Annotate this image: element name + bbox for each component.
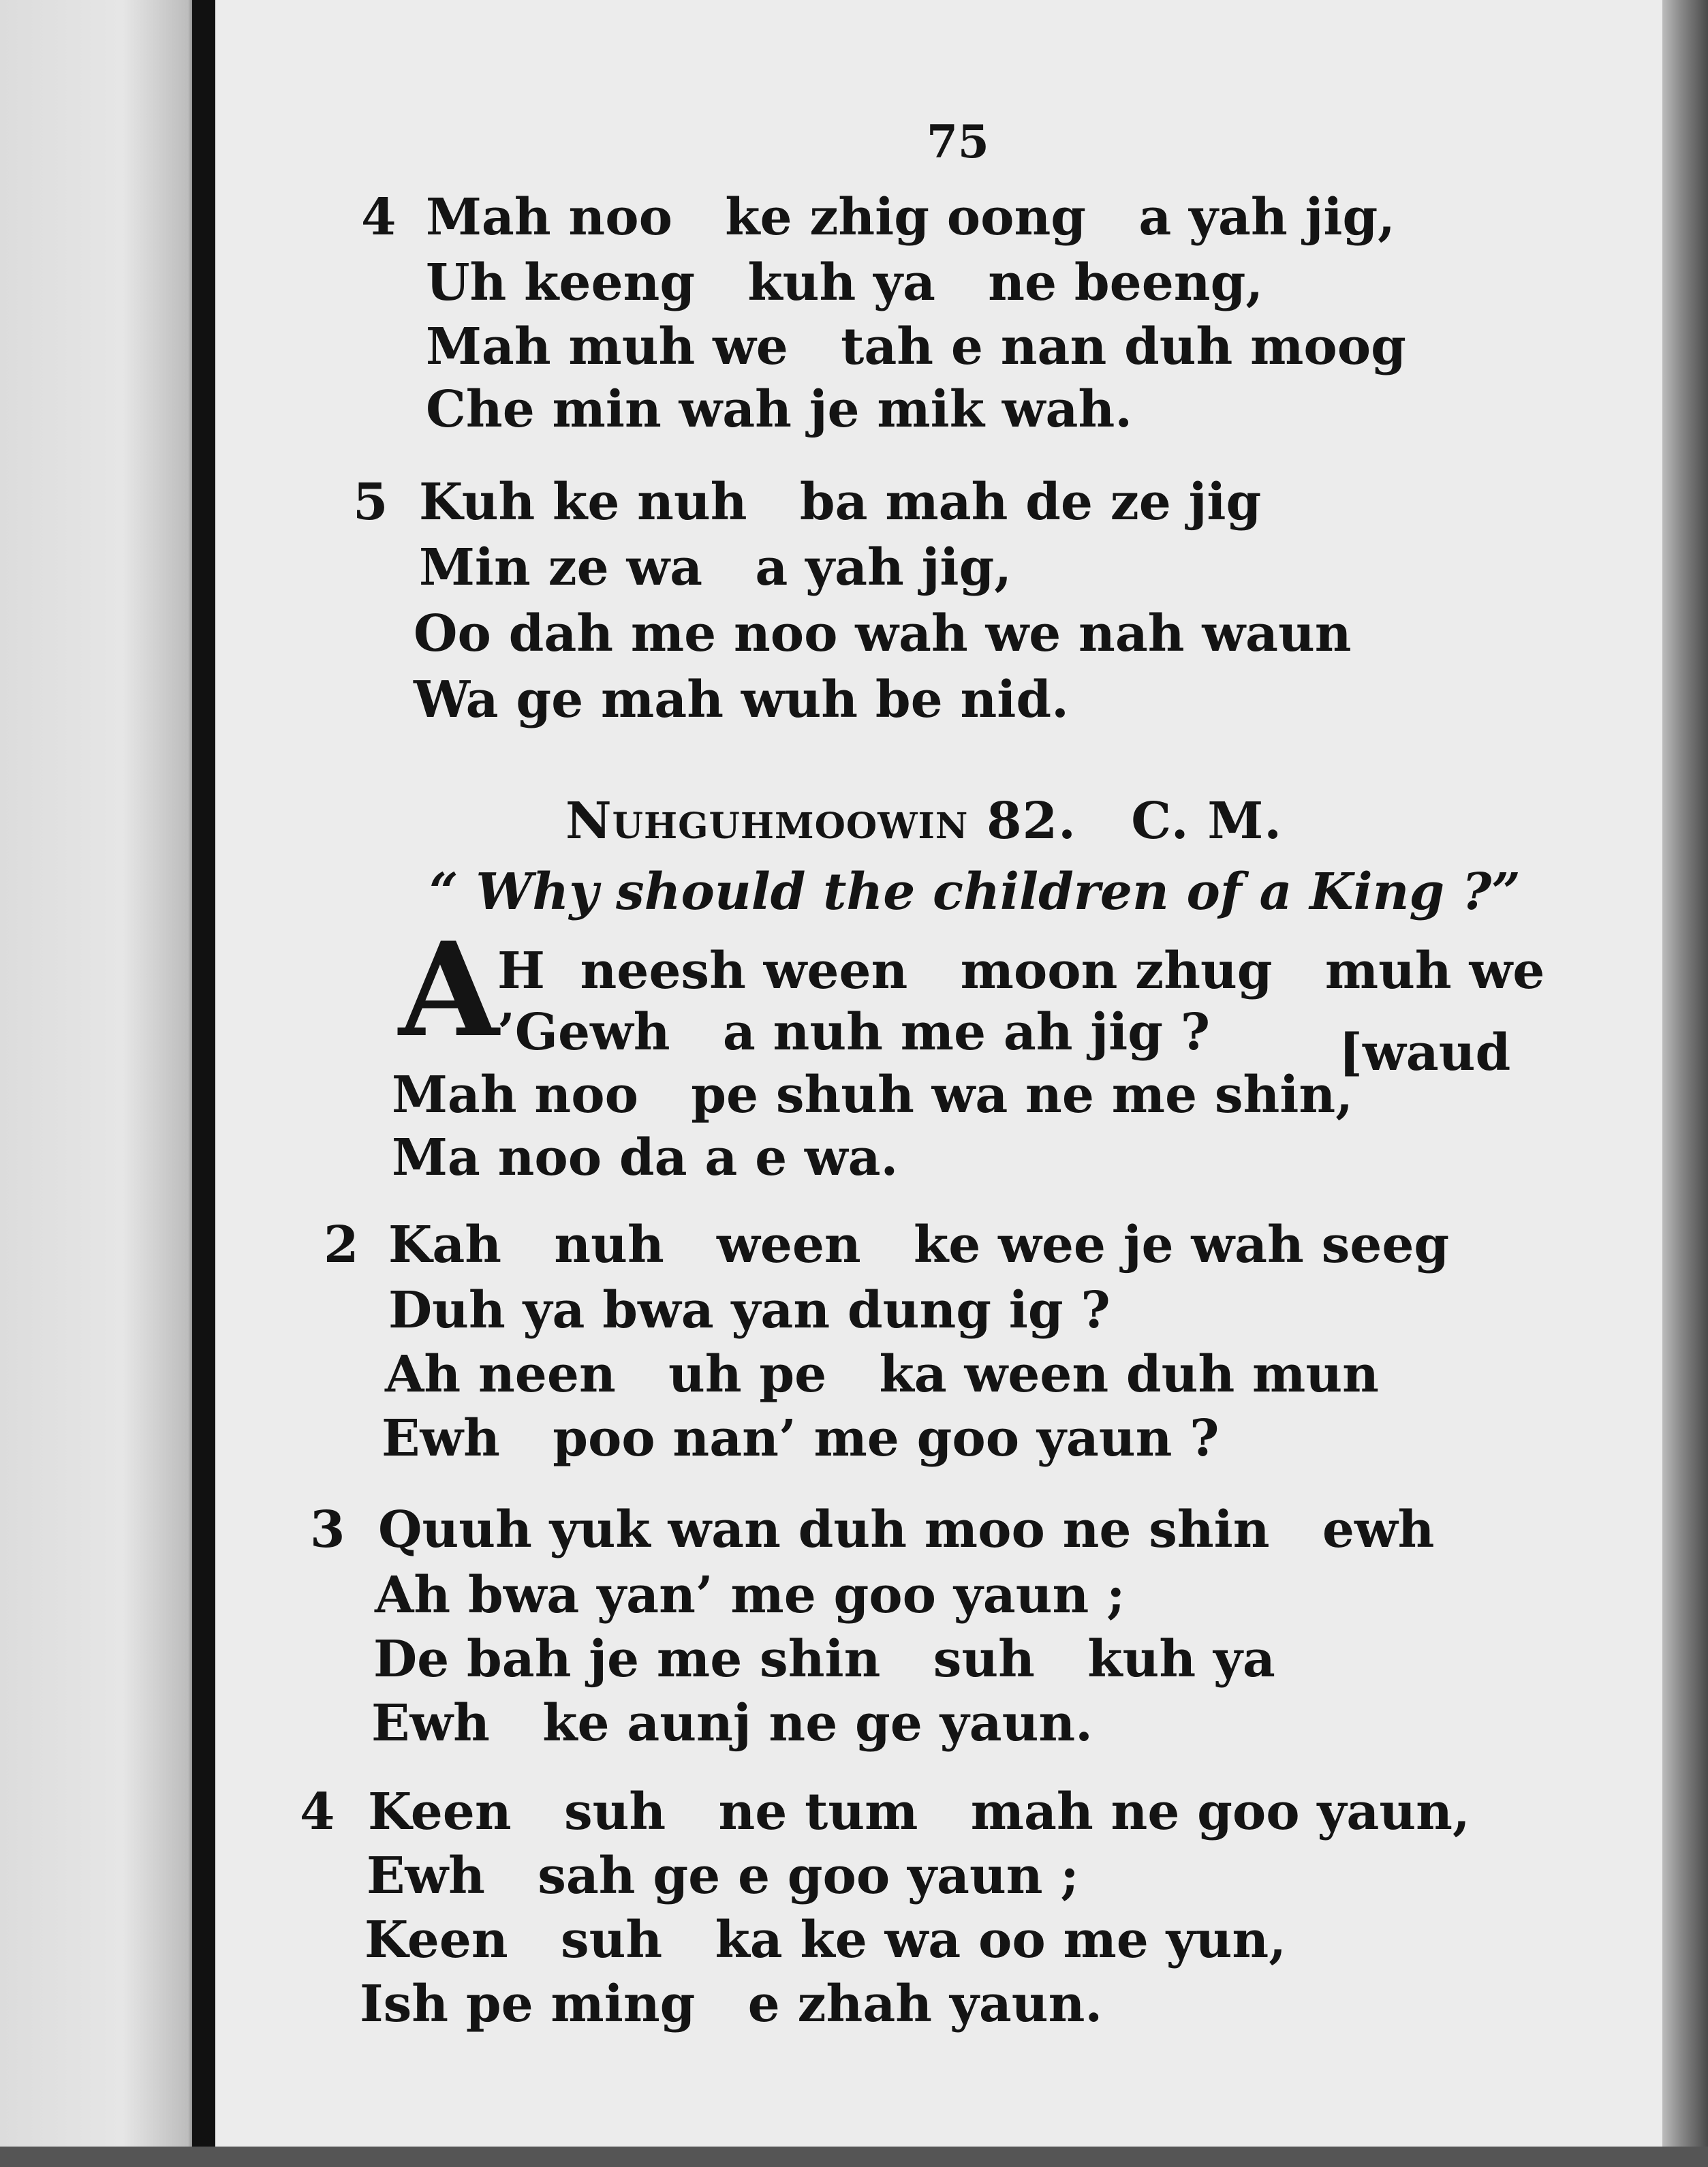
verse-line: Keen suh ne tum mah ne goo yaun, xyxy=(368,1783,1470,1841)
verse-line: Kah nuh ween ke wee je wah seeg xyxy=(388,1216,1450,1274)
page-fore-edge xyxy=(1662,0,1708,2167)
verse-number: 4 xyxy=(300,1783,335,1841)
verse-line: Ewh poo nan’ me goo yaun ? xyxy=(382,1409,1220,1468)
verse-line: Ah bwa yan’ me goo yaun ; xyxy=(375,1566,1125,1625)
verse-line: Keen suh ka ke wa oo me yun, xyxy=(364,1911,1286,1969)
verse-line: Mah noo pe shuh wa ne me shin, xyxy=(392,1066,1353,1124)
verse-line: H neesh ween moon zhug muh we xyxy=(497,942,1545,1000)
hymn-heading: Nuhguhmoowin 82. C. M. xyxy=(565,792,1283,850)
verse-line: Ewh ke aunj ne ge yaun. xyxy=(371,1694,1093,1753)
verse-number: 2 xyxy=(324,1216,359,1274)
page-number: 75 xyxy=(927,115,989,168)
facing-page-edge xyxy=(0,0,204,2167)
verse-line: ’Gewh a nuh me ah jig ? xyxy=(497,1003,1211,1062)
verse-line: Duh ya bwa yan dung ig ? xyxy=(388,1281,1111,1340)
verse-line: Mah noo ke zhig oong a yah jig, xyxy=(426,188,1395,247)
verse-line: Wa ge mah wuh be nid. xyxy=(414,671,1069,729)
verse-line: Uh keeng kuh ya ne beeng, xyxy=(426,253,1264,312)
book-gutter xyxy=(192,0,215,2167)
verse-number: 4 xyxy=(361,188,397,247)
verse-line: Che min wah je mik wah. xyxy=(426,380,1133,439)
verse-line: Kuh ke nuh ba mah de ze jig xyxy=(419,473,1262,532)
verse-line: Ewh sah ge e goo yaun ; xyxy=(367,1847,1079,1905)
runover-word: [waud xyxy=(1339,1024,1511,1082)
verse-line: Mah muh we tah e nan duh moog xyxy=(426,318,1406,376)
verse-line: Ma noo da a e wa. xyxy=(392,1128,899,1187)
verse-number: 5 xyxy=(353,473,388,532)
verse-line: Quuh yuk wan duh moo ne shin ewh xyxy=(378,1501,1435,1559)
hymn-subtitle: “ Why should the children of a King ?” xyxy=(429,863,1521,921)
verse-number: 3 xyxy=(310,1501,345,1559)
verse-line: Oo dah me noo wah we nah waun xyxy=(414,604,1352,663)
verse-line: Min ze wa a yah jig, xyxy=(419,538,1012,597)
verse-line: Ish pe ming e zhah yaun. xyxy=(360,1975,1103,2033)
drop-cap: A xyxy=(399,914,499,1066)
scan-bottom-edge xyxy=(0,2147,1708,2167)
verse-line: De bah je me shin suh kuh ya xyxy=(373,1630,1275,1689)
verse-line: Ah neen uh pe ka ween duh mun xyxy=(385,1345,1379,1404)
